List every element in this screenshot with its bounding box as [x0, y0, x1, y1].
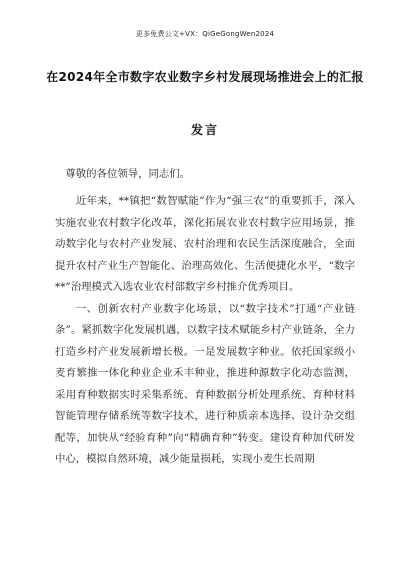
- header-note: 更多免费公文+VX：QiGeGongWen2024: [135, 30, 275, 38]
- paragraph-section-one: 一、创新农村产业数字化场景，以“数字技术”打通“产业链条”。紧抓数字化发展机遇，以数字技术赋能乡村产业链条，全力打造乡村产业发展新增长极。一是发展数字种业。依托国家级小麦育繁推一体化种业企业禾丰种业，推进种源数字化动态监测，采用育种数据实时采集系统、育种数据分析处理系统、育种材料智能管理存储系统等数字技术，进行种质亲本选择、设计杂交组配等，加快从“经验育种”向“精确育种”转变。建设育种加代研发中心，模拟自然环境，减少能量损耗，实现小麦生长周期: [55, 302, 355, 465]
- document-subtitle: 发言: [190, 123, 219, 137]
- document-title: 在2024年全市数字农业数字乡村发展现场推进会上的汇报: [46, 70, 364, 84]
- paragraph-intro: 近年来，**镇把“数智赋能”作为“强三农”的重要抓手，深入实施农业农村数字化改革，深化拓展农业农村数字应用场景，推动数字化与农村产业发展、农村治理和农民生活深度融合，全面提升农村产业生产智能化、治理高效化、生活便捷化水平，“数字**”治理模式入选农业农村部数字乡村推介优秀项目。: [55, 195, 355, 293]
- document-body: [55, 164, 355, 471]
- greeting: 尊敬的各位领导，同志们。: [65, 168, 191, 180]
